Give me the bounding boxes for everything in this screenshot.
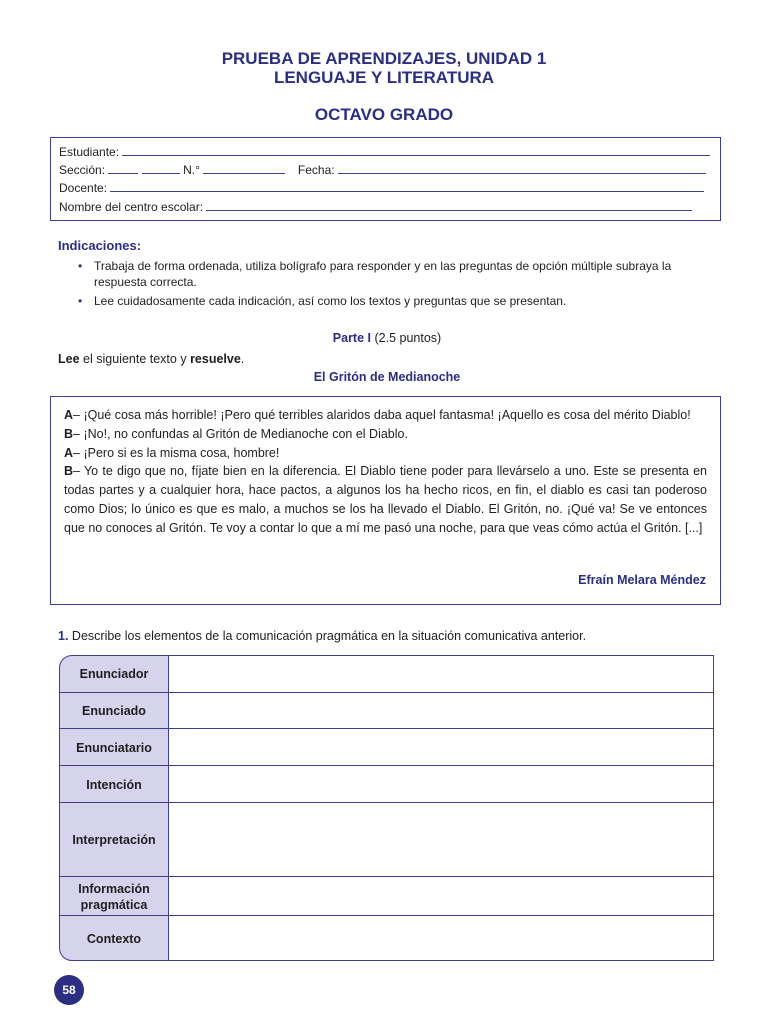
bullet-icon: • xyxy=(78,259,83,273)
dialogue-line xyxy=(64,425,707,444)
number-label: N.° xyxy=(183,163,200,177)
row-label-interpretacion: Interpretación xyxy=(72,833,156,847)
pragmatic-elements-table xyxy=(59,655,714,961)
date-field[interactable] xyxy=(338,162,706,174)
instruction-text: Trabaja de forma ordenada, utiliza bolígrafo para responder y en las preguntas de opción múltiple subraya la respuesta correcta. xyxy=(94,259,672,289)
question-text: Describe los elementos de la comunicación pragmática en la situación comunicativa anterior. xyxy=(71,629,587,643)
answer-cell-intencion[interactable] xyxy=(169,766,714,803)
school-label: Nombre del centro escolar: xyxy=(59,200,204,214)
school-field[interactable] xyxy=(206,199,692,211)
answer-cell-enunciatario[interactable] xyxy=(169,729,714,766)
answer-cell-informacion-pragmatica[interactable] xyxy=(169,877,714,916)
read-verb: Lee xyxy=(58,352,80,366)
speaker: B xyxy=(64,426,74,441)
read-end: . xyxy=(240,352,245,366)
student-row xyxy=(59,144,714,160)
bullet-icon: • xyxy=(78,294,83,308)
instruction-item xyxy=(76,293,721,309)
teacher-label: Docente: xyxy=(59,181,108,195)
dialogue-text: – Yo te digo que no, fíjate bien en la diferencia. El Diablo tiene poder para llevárselo a uno. Este se presenta en todas partes y a cualquier hora, hace pactos, a algunos los ha hecho ricos, en fin, el diablo es casi tan poderoso como Dios; lo único es que es malo, a muchos se los ha llevado el Diablo. El Gritón, no. ¡Qué va! Se ve entonces que no conoces al Gritón. Te voy a contar lo que a mí me pasó una noche, para que veas cómo actúa el Gritón. [...] xyxy=(64,464,707,535)
student-field[interactable] xyxy=(122,144,710,156)
table-row xyxy=(59,765,714,803)
solve-verb: resuelve xyxy=(190,352,241,366)
exam-title: PRUEBA DE APRENDIZAJES, UNIDAD 1 xyxy=(221,49,547,68)
dialogue-line xyxy=(64,406,707,425)
row-label-enunciado: Enunciado xyxy=(82,704,146,718)
answer-cell-enunciador[interactable] xyxy=(169,655,714,692)
section-label: Sección: xyxy=(59,163,106,177)
school-row xyxy=(59,199,714,215)
answer-cell-interpretacion[interactable] xyxy=(169,803,714,877)
row-label-contexto: Contexto xyxy=(86,932,142,946)
answer-cell-contexto[interactable] xyxy=(169,916,714,962)
speaker: B xyxy=(64,464,74,479)
part-points: (2.5 puntos) xyxy=(374,331,442,345)
instructions-list xyxy=(76,258,721,312)
read-middle: el siguiente texto y xyxy=(83,352,187,366)
reading-text xyxy=(64,406,707,538)
table-row xyxy=(59,655,714,692)
date-label: Fecha: xyxy=(297,163,335,177)
subject-title: LENGUAJE Y LITERATURA xyxy=(273,68,495,87)
author: Efraín Melara Méndez xyxy=(578,573,706,587)
dialogue-line xyxy=(64,462,707,537)
table-row xyxy=(59,728,714,766)
number-field[interactable] xyxy=(203,162,285,174)
dialogue-text: – ¡No!, no confundas al Gritón de Medianoche con el Diablo. xyxy=(73,426,408,441)
instruction-item xyxy=(76,258,721,290)
section-field-1[interactable] xyxy=(108,162,138,174)
table-row xyxy=(59,876,714,916)
speaker: A xyxy=(64,408,74,422)
dialogue-text: – ¡Qué cosa más horrible! ¡Pero qué terribles alaridos daba aquel fantasma! ¡Aquello es cosa del mérito Diablo! xyxy=(73,408,691,422)
text-title: El Gritón de Medianoche xyxy=(313,370,461,384)
question-number: 1. xyxy=(58,629,69,643)
student-info-box xyxy=(50,137,721,221)
instructions-title: Indicaciones: xyxy=(58,238,142,253)
section-field-2[interactable] xyxy=(142,162,180,174)
part-label: Parte I xyxy=(332,331,371,345)
part-heading xyxy=(0,331,768,345)
table-row xyxy=(59,915,714,962)
dialogue-text: – ¡Pero si es la misma cosa, hombre! xyxy=(73,445,280,460)
instruction-text: Lee cuidadosamente cada indicación, así como los textos y preguntas que se presentan. xyxy=(94,294,567,308)
question-1 xyxy=(58,629,586,643)
table-row xyxy=(59,802,714,877)
row-label-enunciador: Enunciador xyxy=(79,666,149,681)
row-label-intencion: Intención xyxy=(86,777,142,792)
dialogue-line xyxy=(64,444,707,463)
answer-cell-enunciado[interactable] xyxy=(169,693,714,729)
speaker: A xyxy=(64,445,74,460)
page-number-badge: 58 xyxy=(54,975,84,1005)
grade-title: OCTAVO GRADO xyxy=(314,105,454,124)
student-label: Estudiante: xyxy=(59,145,120,159)
teacher-row xyxy=(59,180,714,196)
read-instruction xyxy=(58,352,244,366)
teacher-field[interactable] xyxy=(110,180,704,192)
row-label-informacion-pragmatica: Información pragmática xyxy=(78,881,150,912)
row-label-enunciatario: Enunciatario xyxy=(76,740,152,755)
reading-text-box xyxy=(50,396,721,605)
section-row xyxy=(59,162,714,178)
table-row xyxy=(59,692,714,729)
